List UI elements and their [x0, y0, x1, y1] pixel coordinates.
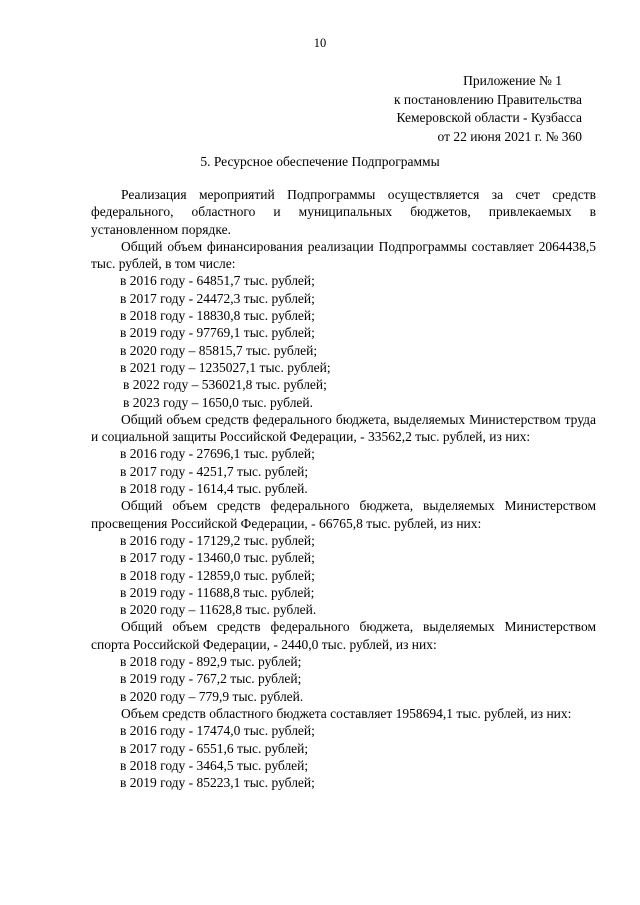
- paragraph-labor-ministry: Общий объем средств федерального бюджета, выделяемых Министерством труда и социальной защиты Российской Федерации, - 33562,2 тыс. рублей, из них:: [91, 411, 596, 445]
- list-item: в 2017 году - 6551,6 тыс. рублей;: [120, 740, 309, 756]
- list-item: в 2016 году - 27696,1 тыс. рублей;: [120, 446, 315, 462]
- appendix-line: к постановлению Правительства: [393, 91, 582, 107]
- paragraph-education-ministry: Общий объем средств федерального бюджета, выделяемых Министерством просвещения Российской Федерации, - 66765,8 тыс. рублей, из них:: [91, 498, 596, 531]
- paragraph-sport-ministry: Общий объем средств федерального бюджета, выделяемых Министерством спорта Российской Федерации, - 2440,0 тыс. рублей, из них:: [91, 619, 596, 652]
- list-item: в 2019 году - 767,2 тыс. рублей;: [120, 671, 302, 687]
- list-item: в 2023 году – 1650,0 тыс. рублей.: [123, 394, 314, 410]
- list-item: в 2022 году – 536021,8 тыс. рублей;: [123, 377, 327, 393]
- page-number: 10: [313, 36, 327, 50]
- list-item: в 2018 году - 12859,0 тыс. рублей;: [120, 567, 315, 583]
- appendix-line: Кемеровской области - Кузбасса: [396, 110, 582, 125]
- list-item: в 2018 году - 18830,8 тыс. рублей;: [120, 308, 315, 324]
- list-item: в 2017 году - 4251,7 тыс. рублей;: [120, 463, 309, 479]
- list-item: в 2017 году - 24472,3 тыс. рублей;: [120, 290, 315, 306]
- list-item: в 2016 году - 17474,0 тыс. рублей;: [120, 723, 315, 739]
- list-item: в 2020 году – 11628,8 тыс. рублей.: [120, 602, 317, 618]
- list-item: в 2021 году – 1235027,1 тыс. рублей;: [120, 359, 331, 375]
- section-title: 5. Ресурсное обеспечение Подпрограммы: [200, 154, 440, 169]
- paragraph-regional-budget: Объем средств областного бюджета составляет 1958694,1 тыс. рублей, из них:: [121, 705, 572, 721]
- appendix-header: [394, 72, 582, 146]
- list-item: в 2019 году - 97769,1 тыс. рублей;: [120, 325, 315, 341]
- list-item: в 2020 году – 85815,7 тыс. рублей;: [120, 342, 318, 358]
- list-item: в 2020 году – 779,9 тыс. рублей.: [120, 688, 304, 704]
- list-item: в 2018 году - 1614,4 тыс. рублей.: [120, 481, 308, 497]
- paragraph-funding-sources: Реализация мероприятий Подпрограммы осуществляется за счет средств федерального, областного и муниципальных бюджетов, привлекаемых в установленном порядке.: [91, 187, 596, 237]
- list-item: в 2016 году - 17129,2 тыс. рублей;: [120, 532, 315, 548]
- document-body: [91, 186, 596, 791]
- paragraph-total-funding: Общий объем финансирования реализации Подпрограммы составляет 2064438,5 тыс. рублей, в том числе:: [91, 238, 596, 272]
- list-item: в 2019 году - 11688,8 тыс. рублей;: [120, 584, 315, 600]
- list-item: в 2017 году - 13460,0 тыс. рублей;: [120, 550, 315, 566]
- list-item: в 2018 году - 3464,5 тыс. рублей;: [120, 757, 309, 773]
- list-item: в 2019 году - 85223,1 тыс. рублей;: [120, 775, 315, 791]
- list-item: в 2016 году - 64851,7 тыс. рублей;: [120, 273, 315, 289]
- appendix-line: от 22 июня 2021 г. № 360: [437, 128, 582, 144]
- appendix-title: Приложение № 1: [463, 73, 562, 88]
- list-item: в 2018 году - 892,9 тыс. рублей;: [120, 654, 302, 670]
